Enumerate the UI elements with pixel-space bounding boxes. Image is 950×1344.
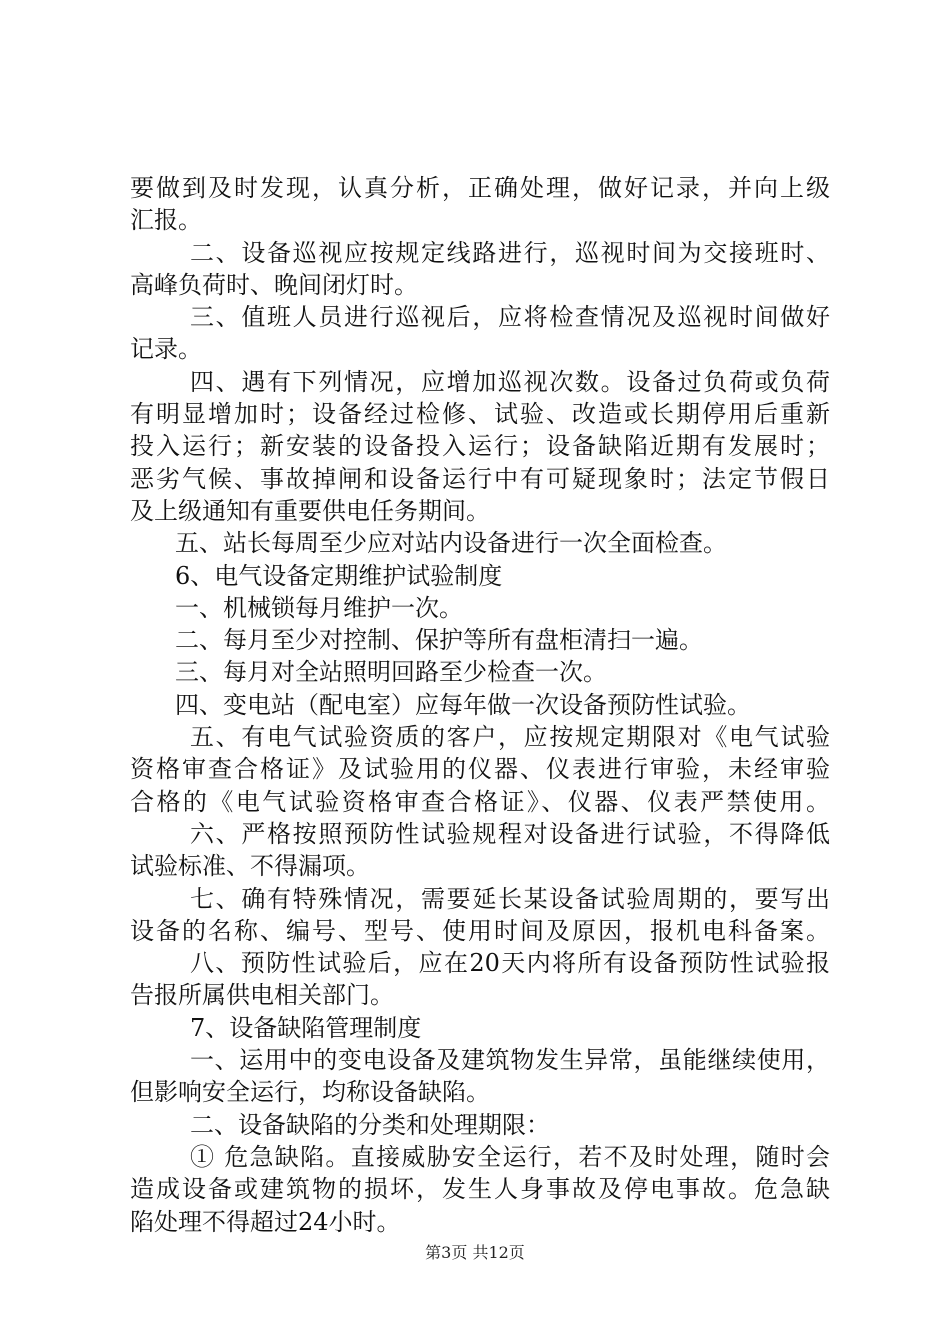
text-line: 七、确有特殊情况，需要延长某设备试验周期的，要写出 [190, 884, 830, 913]
text-line: 六、严格按照预防性试验规程对设备进行试验，不得降低 [190, 819, 830, 848]
text-line: 四、变电站（配电室）应每年做一次设备预防性试验。 [175, 690, 751, 719]
document-body [130, 172, 830, 1238]
text-line: ① 危急缺陷。直接威胁安全运行，若不及时处理，随时会 [190, 1142, 830, 1171]
text-line: 合格的《电气试验资格审查合格证》、仪器、仪表严禁使用。 [130, 787, 830, 816]
text-line: 陷处理不得超过24小时。 [130, 1207, 401, 1236]
text-line: 八、预防性试验后，应在20天内将所有设备预防性试验报 [190, 949, 830, 978]
text-line: 五、有电气试验资质的客户，应按规定期限对《电气试验 [190, 723, 830, 752]
text-line: 造成设备或建筑物的损坏，发生人身事故及停电事故。危急缺 [130, 1175, 830, 1204]
text-line: 五、站长每周至少应对站内设备进行一次全面检查。 [175, 529, 727, 558]
text-line: 有明显增加时；设备经过检修、试验、改造或长期停用后重新 [130, 400, 830, 429]
text-line: 投入运行；新安装的设备投入运行；设备缺陷近期有发展时； [130, 432, 830, 461]
text-line: 设备的名称、编号、型号、使用时间及原因，报机电科备案。 [130, 916, 830, 945]
text-line: 试验标准、不得漏项。 [130, 852, 370, 881]
text-line: 一、机械锁每月维护一次。 [175, 593, 463, 622]
text-line: 告报所属供电相关部门。 [130, 981, 394, 1010]
text-line: 汇报。 [130, 206, 202, 235]
text-line: 记录。 [130, 335, 202, 364]
section-heading: 7、设备缺陷管理制度 [190, 1013, 422, 1042]
text-line: 二、设备巡视应按规定线路进行，巡视时间为交接班时、 [190, 238, 830, 267]
text-line: 资格审查合格证》及试验用的仪器、仪表进行审验，未经审验 [130, 755, 830, 784]
text-line: 三、值班人员进行巡视后，应将检查情况及巡视时间做好 [190, 303, 830, 332]
text-line: 及上级通知有重要供电任务期间。 [130, 496, 490, 525]
text-line: 四、遇有下列情况，应增加巡视次数。设备过负荷或负荷 [190, 367, 830, 396]
text-line: 但影响安全运行，均称设备缺陷。 [130, 1078, 490, 1107]
text-line: 高峰负荷时、晚间闭灯时。 [130, 270, 418, 299]
section-heading: 6、电气设备定期维护试验制度 [175, 561, 503, 590]
text-line: 一、运用中的变电设备及建筑物发生异常，虽能继续使用， [190, 1046, 830, 1075]
text-line: 恶劣气候、事故掉闸和设备运行中有可疑现象时；法定节假日 [130, 464, 830, 493]
text-line: 要做到及时发现，认真分析，正确处理，做好记录，并向上级 [130, 174, 830, 202]
page-number-footer: 第3页 共12页 [425, 1243, 525, 1262]
text-line: 二、每月至少对控制、保护等所有盘柜清扫一遍。 [175, 626, 703, 655]
text-line: 三、每月对全站照明回路至少检查一次。 [175, 658, 607, 687]
text-line: 二、设备缺陷的分类和处理期限： [190, 1110, 550, 1139]
